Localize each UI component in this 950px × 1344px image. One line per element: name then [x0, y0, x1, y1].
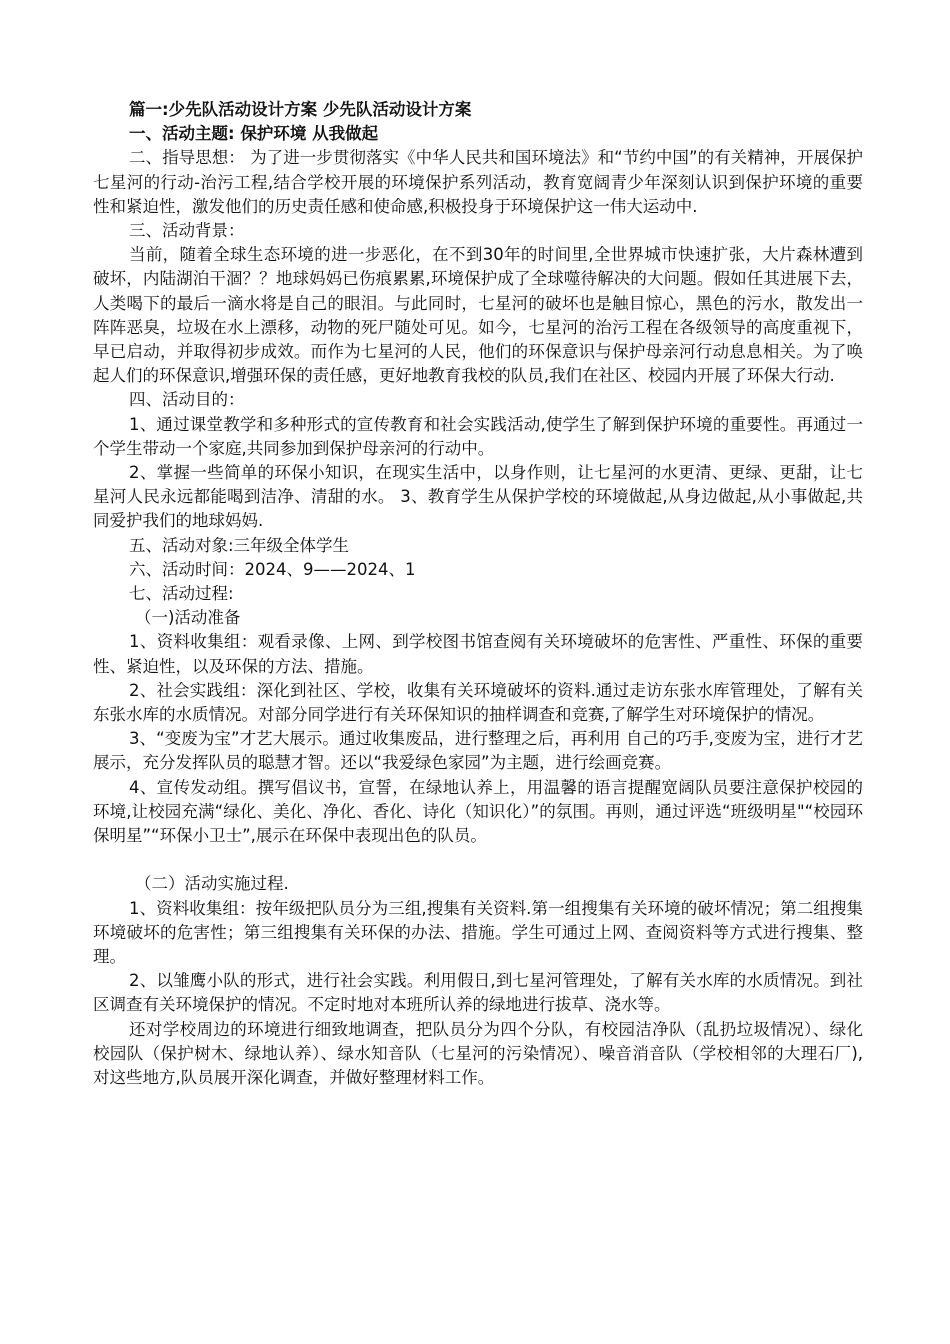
- guiding-thought-paragraph: 二、指导思想： 为了进一步贯彻落实《中华人民共和国环境法》和“节约中国”的有关精神，开展保护七星河的行动-治污工程,结合学校开展的环境保护系列活动，教育宽阔青少年深刻认识到保护环境的重要性和紧迫性，激发他们的历史责任感和使命感,积极投身于环境保护这一伟大运动中.: [93, 148, 863, 216]
- activity-target: 五、活动对象:三年级全体学生: [129, 535, 350, 555]
- document-title: 篇一:少先队活动设计方案 少先队活动设计方案: [129, 100, 472, 119]
- background-heading: 三、活动背景：: [129, 221, 245, 241]
- purpose-item-1: 1、通过课堂教学和多种形式的宣传教育和社会实践活动,使学生了解到保护环境的重要性。再通过一个学生带动一个家庭,共同参加到保护母亲河的行动中。: [93, 414, 863, 458]
- preparation-heading: （一)活动准备: [135, 608, 241, 628]
- background-paragraph: 当前，随着全球生态环境的进一步恶化，在不到30年的时间里,全世界城市快速扩张，大片森林遭到破坏，内陆湖泊干涸？？地球妈妈已伤痕累累,环境保护成了全球噬待解决的大问题。假如任其进展下去，人类喝下的最后一滴水将是自己的眼泪。与此同时，七星河的破坏也是触目惊心，黑色的污水，散发出一阵阵恶臭，垃圾在水上漂移，动物的死尸随处可见。如今，七星河的治污工程在各级领导的高度重视下，早已启动，并取得初步成效。而作为七星河的人民，他们的环保意识与保护母亲河行动息息相关。为了唤起人们的环保意识,增强环保的责任感，更好地教育我校的队员,我们在社区、校园内开展了环保大行动.: [93, 245, 863, 386]
- activity-time: 六、活动时间：2024、9——2024、1: [129, 559, 416, 579]
- process-heading: 七、活动过程:: [129, 584, 234, 604]
- implementation-item-2: 2、以雏鹰小队的形式，进行社会实践。利用假日,到七星河管理处，了解有关水库的水质情况。到社区调查有关环境保护的情况。不定时地对本班所认养的绿地进行拔草、浇水等。: [93, 971, 863, 1015]
- paragraph-gap: [93, 848, 863, 872]
- implementation-item-3: 还对学校周边的环境进行细致地调查，把队员分为四个分队，有校园洁净队（乱扔垃圾情况）、绿化校园队（保护树木、绿地认养）、绿水知音队（七星河的污染情况）、噪音消音队（学校相邻的大理石厂),对这些地方,队员展开深化调查，并做好整理材料工作。: [93, 1019, 863, 1087]
- preparation-item-4: 4、宣传发动组。撰写倡议书，宣誓，在绿地认养上，用温馨的语言提醒宽阔队员要注意保护校园的环境,让校园充满“绿化、美化、净化、香化、诗化（知识化）”的氛围。再则，通过评选“班级明星"“校园环保明星”“环保小卫士”,展示在环保中表现出色的队员。: [93, 777, 863, 846]
- purpose-item-2: 2、掌握一些简单的环保小知识，在现实生活中，以身作则，让七星河的水更清、更绿、更甜，让七星河人民永远都能喝到洁净、清甜的水。 3、教育学生从保护学校的环境做起,从身边做起,从小事做起,共同爱护我们的地球妈妈.: [93, 463, 863, 531]
- document-page: [93, 98, 863, 1090]
- preparation-item-1: 1、资料收集组：观看录像、上网、到学校图书馆查阅有关环境破坏的危害性、严重性、环保的重要性、紧迫性，以及环保的方法、措施。: [93, 632, 863, 676]
- implementation-item-1: 1、资料收集组：按年级把队员分为三组,搜集有关资料.第一组搜集有关环境的破坏情况；第二组搜集环境破坏的危害性；第三组搜集有关环保的办法、措施。学生可通过上网、查阅资料等方式进行搜集、整理。: [93, 898, 863, 966]
- preparation-item-2: 2、社会实践组：深化到社区、学校，收集有关环境破坏的资料.通过走访东张水库管理处，了解有关东张水库的水质情况。对部分同学进行有关环保知识的抽样调查和竞赛,了解学生对环境保护的情况。: [93, 680, 863, 725]
- implementation-heading: （二）活动实施过程.: [135, 874, 289, 894]
- purpose-heading: 四、活动目的：: [129, 390, 245, 410]
- activity-theme: 一、活动主题: 保护环境 从我做起: [129, 124, 379, 144]
- preparation-item-3: 3、“变废为宝”才艺大展示。通过收集废品，进行整理之后，再利用 自己的巧手,变废为宝，进行才艺展示，充分发挥队员的聪慧才智。还以“我爱绿色家园”为主题，进行绘画竞赛。: [93, 729, 863, 773]
